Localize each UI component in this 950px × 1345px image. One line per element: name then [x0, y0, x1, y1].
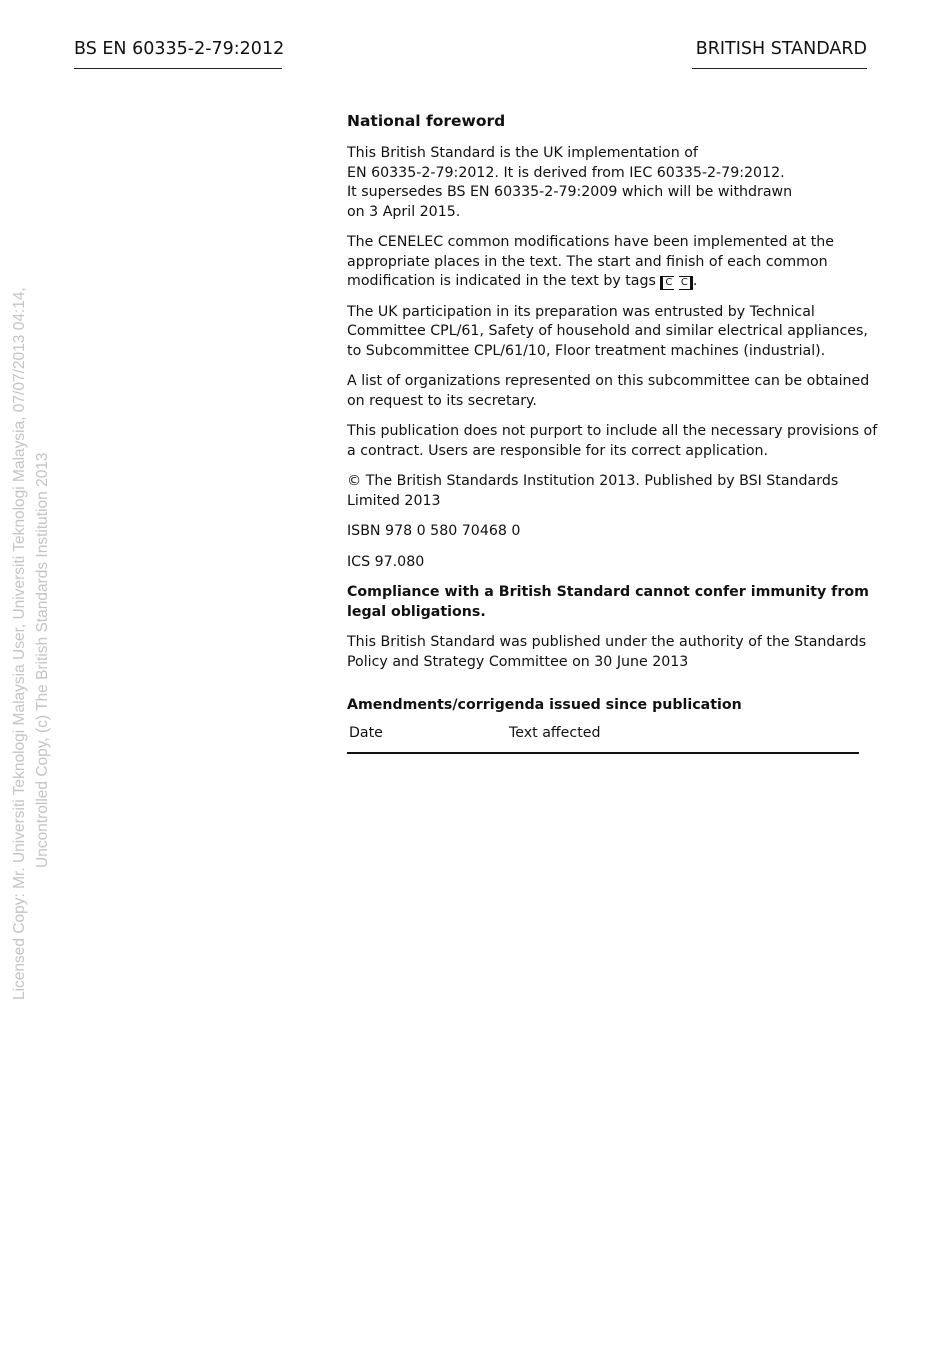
- participation-paragraph: [347, 303, 868, 362]
- compliance-notice: [347, 583, 869, 622]
- text-line: Committee CPL/61, Safety of household and similar electrical appliances,: [347, 323, 868, 339]
- organizations-paragraph: [347, 372, 870, 411]
- text-line: Limited 2013: [347, 492, 441, 509]
- text-line: a contract. Users are responsible for its correct application.: [347, 442, 769, 459]
- standard-series-label: BRITISH STANDARD: [692, 38, 867, 69]
- sentence-end: .: [692, 273, 698, 289]
- text-line: Policy and Strategy Committee on 30 June 2013: [347, 653, 689, 670]
- watermark-line-2: Uncontrolled Copy, (c) The British Standards Institution 2013: [34, 452, 51, 868]
- text-line: © The British Standards Institution 2013. Published by BSI Standards: [347, 473, 839, 489]
- cenelec-paragraph: [347, 233, 862, 292]
- authority-paragraph: [347, 633, 867, 672]
- isbn: ISBN 978 0 580 70468 0: [347, 523, 521, 539]
- text-line: on 3 April 2015.: [347, 203, 461, 220]
- modification-start-tag-icon: C: [660, 276, 674, 290]
- text-line: on request to its secretary.: [347, 392, 537, 409]
- date-column-header: Date: [349, 725, 383, 741]
- amendments-heading: Amendments/corrigenda issued since publication: [347, 697, 742, 713]
- ics-code: ICS 97.080: [347, 553, 425, 570]
- text-line: This publication does not purport to include all the necessary provisions of: [347, 423, 878, 439]
- document-id: BS EN 60335-2-79:2012: [74, 38, 282, 69]
- copyright-paragraph: [347, 472, 862, 511]
- text-line: A list of organizations represented on this subcommittee can be obtained: [347, 373, 870, 389]
- text-line: This British Standard was published under the authority of the Standards: [347, 634, 867, 650]
- text-line: modification is indicated in the text by tags: [347, 273, 656, 289]
- text-line: to Subcommittee CPL/61/10, Floor treatment machines (industrial).: [347, 342, 826, 359]
- text-line: The UK participation in its preparation was entrusted by Technical: [347, 303, 815, 320]
- text-line: The CENELEC common modifications have been implemented at the: [347, 234, 835, 250]
- implementation-paragraph: [347, 144, 862, 222]
- text-line: appropriate places in the text. The start and finish of each common: [347, 253, 828, 270]
- foreword-title: National foreword: [347, 112, 506, 130]
- text-line: It supersedes BS EN 60335-2-79:2009 which will be withdrawn: [347, 184, 793, 200]
- text-line: EN 60335-2-79:2012. It is derived from IEC 60335-2-79:2012.: [347, 164, 785, 181]
- watermark-line-1: Licensed Copy: Mr. Universiti Teknologi Malaysia User, Universiti Teknologi Malaysia, 07/07/2013 04:14,: [11, 287, 28, 1000]
- amendments-table-header: [347, 724, 859, 754]
- modification-end-tag-icon: C: [679, 276, 693, 290]
- text-line: This British Standard is the UK implementation of: [347, 145, 698, 161]
- national-foreword: [347, 110, 878, 754]
- license-watermark: [8, 280, 54, 1000]
- text-line: legal obligations.: [347, 603, 486, 620]
- text-line: Compliance with a British Standard cannot confer immunity from: [347, 584, 869, 600]
- provisions-paragraph: [347, 422, 878, 461]
- text-affected-column-header: Text affected: [509, 725, 601, 741]
